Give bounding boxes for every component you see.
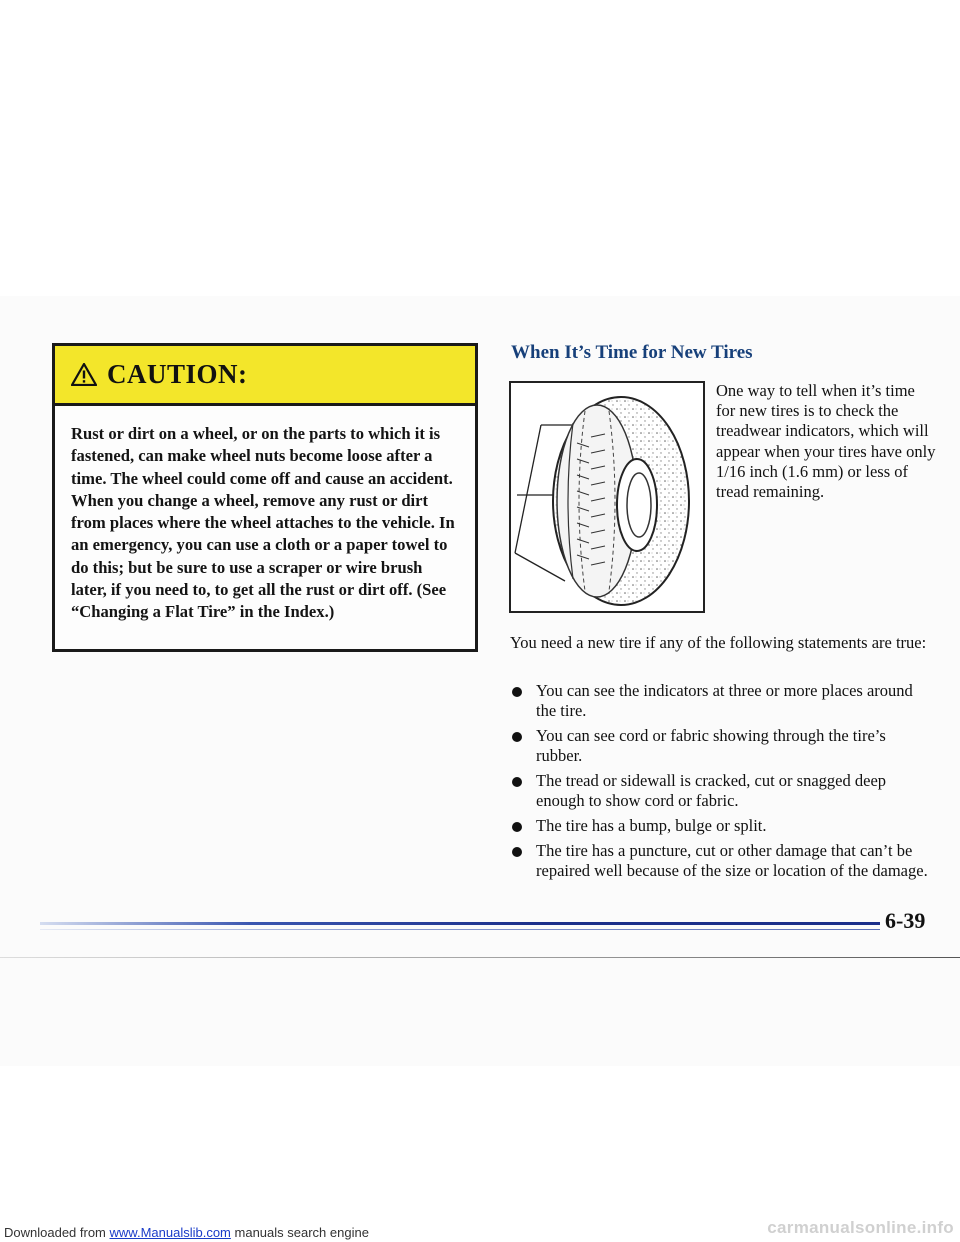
tire-illustration [509,381,705,613]
caution-box [52,343,478,652]
footer-rule [40,922,880,925]
warning-triangle-icon [71,363,97,386]
list-item [510,841,930,881]
download-prefix: Downloaded from [4,1225,106,1240]
section-heading: When It’s Time for New Tires [511,342,753,363]
caution-body [55,406,475,624]
bullet-icon [512,687,522,697]
list-item [510,816,930,836]
page-number: 6-39 [885,908,926,933]
treadwear-text: One way to tell when it’s time for new tires is to check the treadwear indicators, which will appear when your tires have only 1/16 inch (1.6 mm) or less of tread remaining. [716,381,936,502]
footer-rule-thin [40,929,880,930]
list-item-text: The tire has a bump, bulge or split. [536,816,767,835]
bullet-icon [512,777,522,787]
list-item [510,726,930,766]
bullet-icon [512,847,522,857]
manualslib-link[interactable]: www.Manualslib.com [109,1225,231,1240]
new-tire-intro-text: You need a new tire if any of the following statements are true: [510,633,927,652]
page-bottom-edge [0,957,960,958]
list-item [510,681,930,721]
bullet-icon [512,822,522,832]
caution-header [55,346,475,406]
caution-title: CAUTION: [107,359,248,389]
bullet-icon [512,732,522,742]
new-tire-conditions-list [510,681,930,886]
list-item-text: The tire has a puncture, cut or other damage that can’t be repaired well because of the size or location of the damage. [536,841,928,880]
list-item-text: You can see cord or fabric showing through the tire’s rubber. [536,726,886,765]
new-tire-intro [510,633,930,653]
treadwear-description [716,381,936,502]
caution-text: Rust or dirt on a wheel, or on the parts to which it is fastened, can make wheel nuts become loose after a time. The wheel could come off and cause an accident. When you change a wheel, remove any rust or dirt from places where the wheel attaches to the vehicle. In an emergency, you can use a cloth or a paper towel to do this; but be sure to use a scraper or wire brush later, if you need to, to get all the rust or dirt off. (See “Changing a Flat Tire” in the Index.) [71,424,455,622]
tire-treadwear-indicator-illustration [511,383,703,611]
download-suffix: manuals search engine [234,1225,369,1240]
list-item [510,771,930,811]
watermark: carmanualsonline.info [767,1218,954,1237]
download-credit [4,1225,369,1240]
list-item-text: The tread or sidewall is cracked, cut or snagged deep enough to show cord or fabric. [536,771,887,810]
list-item-text: You can see the indicators at three or more places around the tire. [536,681,913,720]
